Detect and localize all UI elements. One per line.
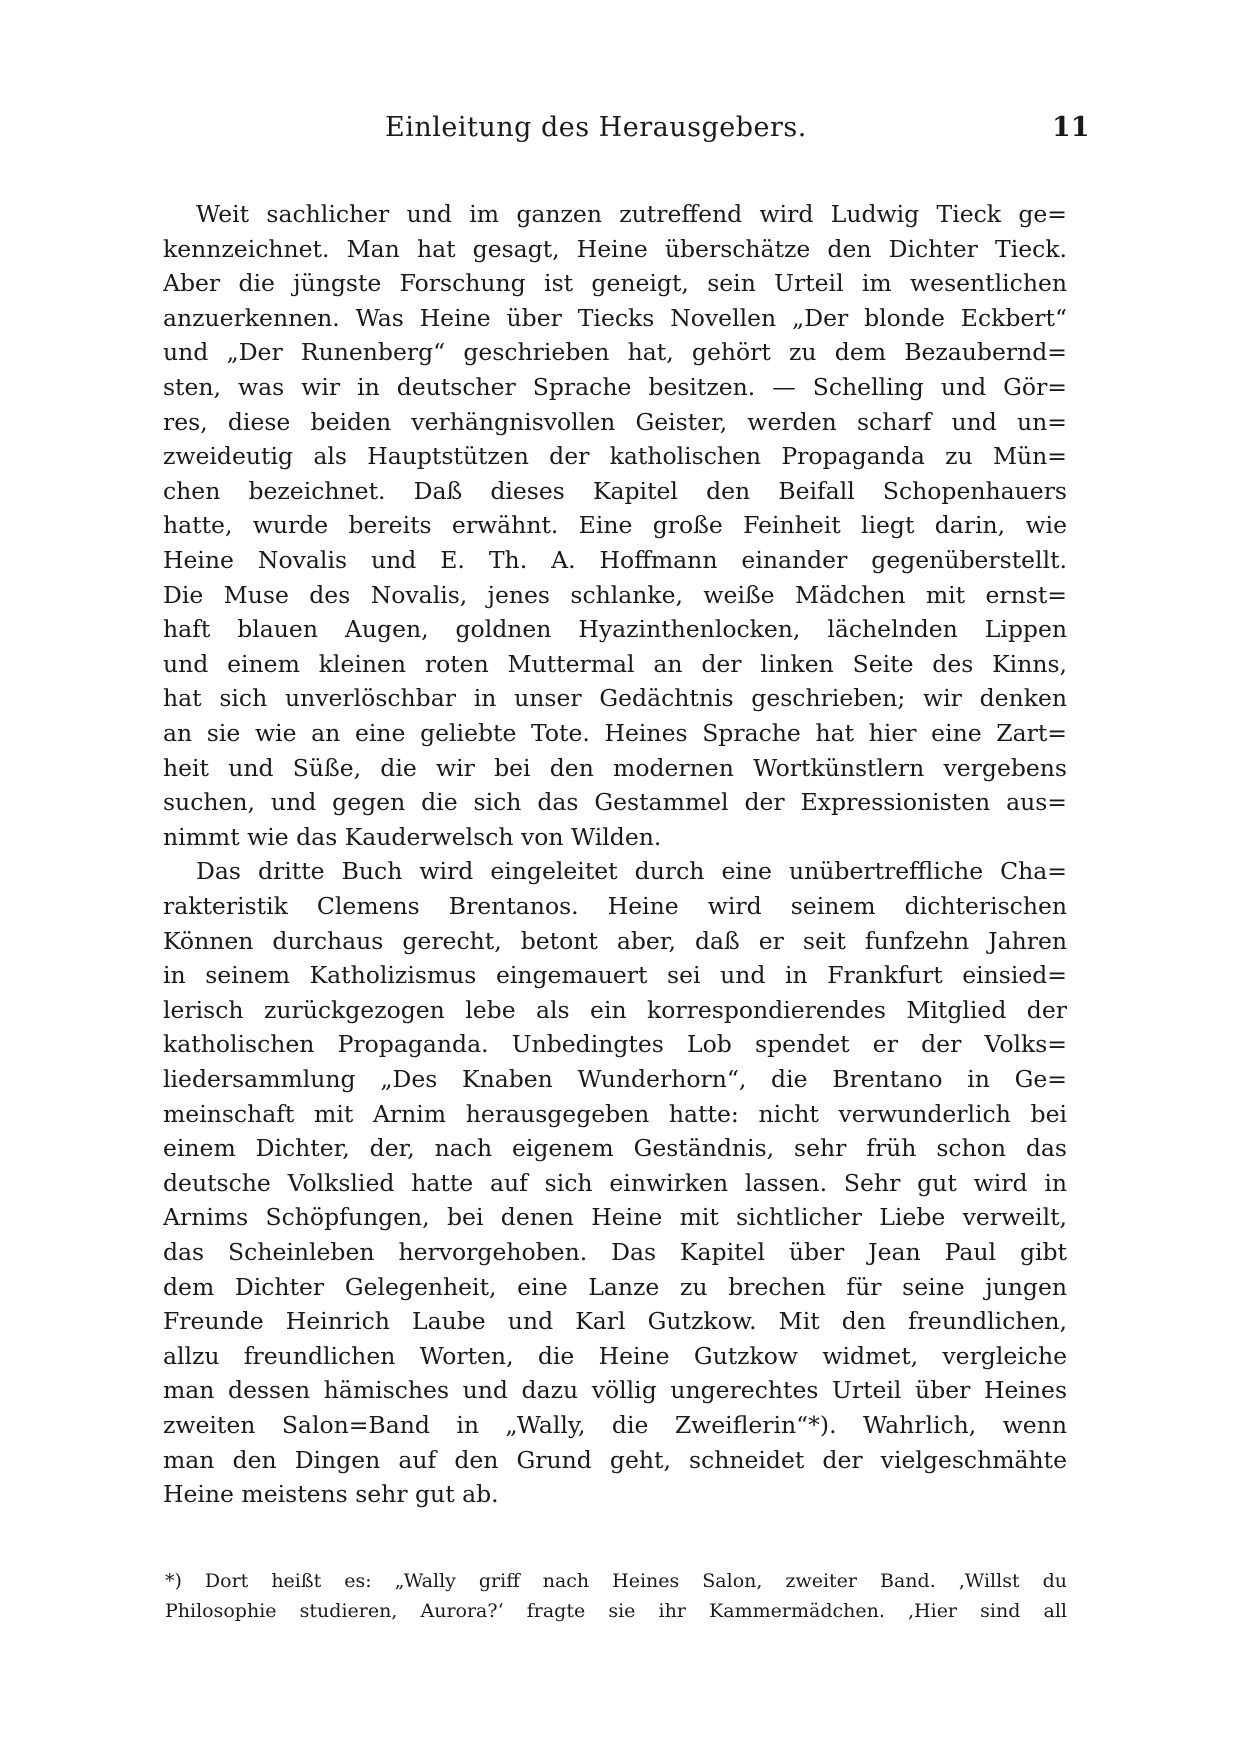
text-line: nimmt wie das Kauderwelsch von Wilden. — [163, 822, 662, 851]
text-line: und einem kleinen roten Muttermal an der linken Seite des Kinns, — [163, 649, 1067, 678]
text-line: an sie wie an eine geliebte Tote. Heines Sprache hat hier eine Zart= — [163, 719, 1067, 747]
text-line: deutsche Volkslied hatte auf sich einwirken lassen. Sehr gut wird in — [163, 1168, 1067, 1197]
text-line: anzuerkennen. Was Heine über Tiecks Novellen „Der blonde Eckbert“ — [163, 303, 1067, 332]
text-line: suchen, und gegen die sich das Gestammel der Expressionisten aus= — [163, 788, 1067, 817]
text-line: liedersammlung „Des Knaben Wunderhorn“, die Brentano in Ge= — [163, 1065, 1067, 1093]
text-line: katholischen Propaganda. Unbedingtes Lob spendet er der Volks= — [163, 1030, 1067, 1059]
text-line: res, diese beiden verhängnisvollen Geister, werden scharf und un= — [163, 407, 1067, 436]
page-number: 11 — [1052, 112, 1090, 143]
text-line: Arnims Schöpfungen, bei denen Heine mit sichtlicher Liebe verweilt, — [163, 1203, 1067, 1232]
running-head — [0, 112, 1241, 152]
text-line: Können durchaus gerecht, betont aber, daß er seit funfzehn Jahren — [163, 926, 1067, 955]
text-line: kennzeichnet. Man hat gesagt, Heine überschätze den Dichter Tieck. — [163, 234, 1067, 263]
text-line: man dessen hämisches und dazu völlig ungerechtes Urteil über Heines — [163, 1376, 1067, 1405]
text-line: hatte, wurde bereits erwähnt. Eine große Feinheit liegt darin, wie — [163, 511, 1067, 540]
text-line: zweiten Salon=Band in „Wally, die Zweiflerin“*). Wahrlich, wenn — [163, 1411, 1067, 1439]
text-line: Aber die jüngste Forschung ist geneigt, sein Urteil im wesentlichen — [163, 269, 1067, 298]
text-line: meinschaft mit Arnim herausgegeben hatte: nicht verwunderlich bei — [163, 1099, 1067, 1128]
text-line: hat sich unverlöschbar in unser Gedächtnis geschrieben; wir denken — [163, 684, 1067, 713]
text-line: lerisch zurückgezogen lebe als ein korrespondierendes Mitglied der — [163, 995, 1067, 1024]
text-line: Das dritte Buch wird eingeleitet durch eine unübertreffliche Cha= — [196, 857, 1067, 886]
text-line: und „Der Runenberg“ geschrieben hat, gehört zu dem Bezaubernd= — [163, 338, 1067, 367]
text-line: man den Dingen auf den Grund geht, schneidet der vielgeschmähte — [163, 1445, 1067, 1474]
running-title: Einleitung des Herausgebers. — [385, 112, 807, 143]
text-line: Heine Novalis und E. Th. A. Hoffmann einander gegenüberstellt. — [163, 546, 1067, 574]
footnote-line: Philosophie studieren, Aurora?‘ fragte sie ihr Kammermädchen. ‚Hier sind all — [165, 1600, 1067, 1622]
text-line: das Scheinleben hervorgehoben. Das Kapitel über Jean Paul gibt — [163, 1238, 1067, 1266]
text-line: Heine meistens sehr gut ab. — [163, 1480, 499, 1509]
text-line: haft blauen Augen, goldnen Hyazinthenlocken, lächelnden Lippen — [163, 615, 1067, 644]
text-line: heit und Süße, die wir bei den modernen Wortkünstlern vergebens — [163, 753, 1067, 782]
text-line: in seinem Katholizismus eingemauert sei und in Frankfurt einsied= — [163, 961, 1067, 990]
text-line: allzu freundlichen Worten, die Heine Gutzkow widmet, vergleiche — [163, 1341, 1067, 1370]
text-line: Weit sachlicher und im ganzen zutreffend wird Ludwig Tieck ge= — [196, 200, 1067, 228]
text-line: zweideutig als Hauptstützen der katholischen Propaganda zu Mün= — [163, 442, 1067, 471]
text-line: dem Dichter Gelegenheit, eine Lanze zu brechen für seine jungen — [163, 1272, 1067, 1301]
text-line: sten, was wir in deutscher Sprache besitzen. — Schelling und Gör= — [163, 373, 1067, 401]
text-line: rakteristik Clemens Brentanos. Heine wird seinem dichterischen — [163, 892, 1067, 920]
text-line: Freunde Heinrich Laube und Karl Gutzkow. Mit den freundlichen, — [163, 1307, 1067, 1336]
text-line: chen bezeichnet. Daß dieses Kapitel den Beifall Schopenhauers — [163, 476, 1067, 505]
footnote-line: *) Dort heißt es: „Wally griff nach Heines Salon, zweiter Band. ‚Willst du — [165, 1570, 1067, 1592]
text-line: Die Muse des Novalis, jenes schlanke, weiße Mädchen mit ernst= — [163, 580, 1067, 609]
text-line: einem Dichter, der, nach eigenem Geständnis, sehr früh schon das — [163, 1134, 1067, 1163]
